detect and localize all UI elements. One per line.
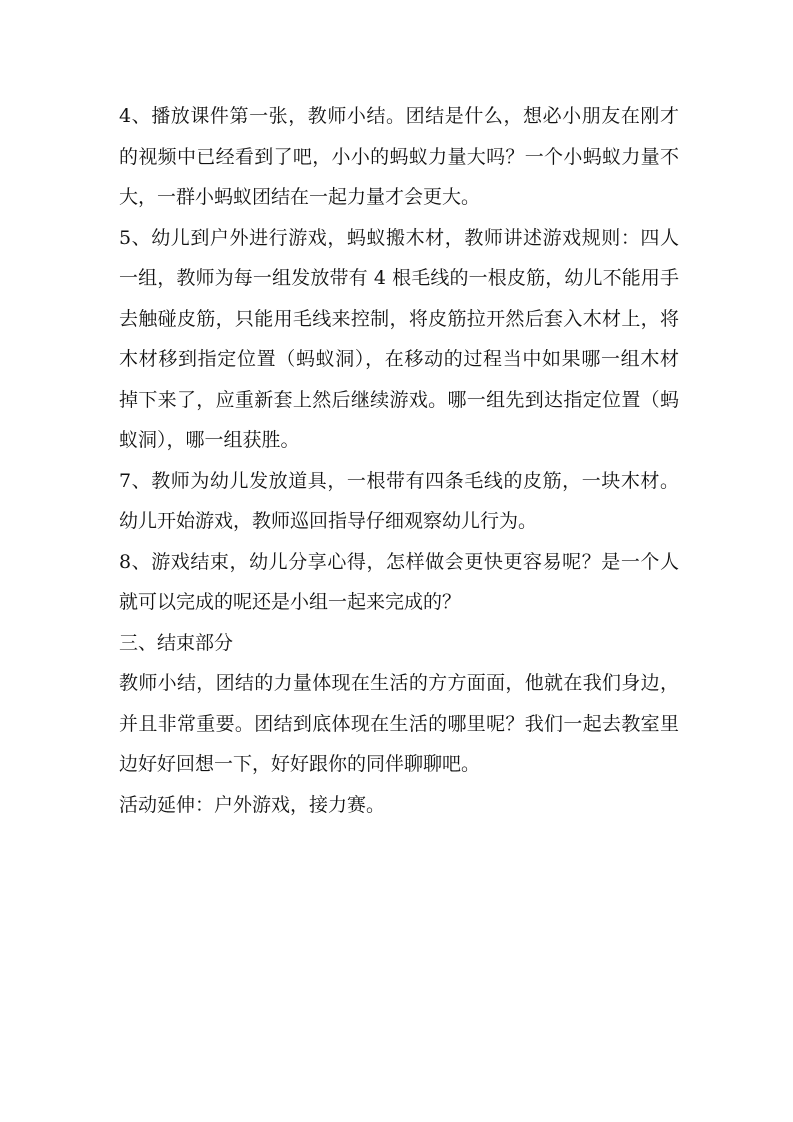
paragraph-teacher-summary: 教师小结，团结的力量体现在生活的方方面面，他就在我们身边，并且非常重要。团结到底体现在生活的哪里呢？我们一起去教室里边好好回想一下，好好跟你的同伴聊聊吧。 (119, 672, 679, 775)
paragraph-step-8: 8、游戏结束，幼儿分享心得，怎样做会更快更容易呢？是一个人就可以完成的呢还是小组一起来完成的？ (119, 550, 679, 613)
document-body (119, 96, 679, 825)
section-heading-ending: 三、结束部分 (119, 631, 234, 654)
paragraph-step-5: 5、幼儿到户外进行游戏，蚂蚁搬木材，教师讲述游戏规则：四人一组，教师为每一组发放带有 4 根毛线的一根皮筋，幼儿不能用手去触碰皮筋，只能用毛线来控制，将皮筋拉开然后套入木材上，将木材移到指定位置（蚂蚁洞），在移动的过程当中如果哪一组木材掉下来了，应重新套上然后继续游戏。哪一组先到达指定位置（蚂蚁洞），哪一组获胜。 (119, 226, 679, 451)
paragraph-step-4: 4、播放课件第一张，教师小结。团结是什么，想必小朋友在刚才的视频中已经看到了吧，小小的蚂蚁力量大吗？一个小蚂蚁力量不大，一群小蚂蚁团结在一起力量才会更大。 (119, 105, 679, 208)
paragraph-activity-extension: 活动延伸：户外游戏，接力赛。 (119, 793, 386, 816)
paragraph-step-7: 7、教师为幼儿发放道具，一根带有四条毛线的皮筋，一块木材。幼儿开始游戏，教师巡回指导仔细观察幼儿行为。 (119, 469, 679, 532)
